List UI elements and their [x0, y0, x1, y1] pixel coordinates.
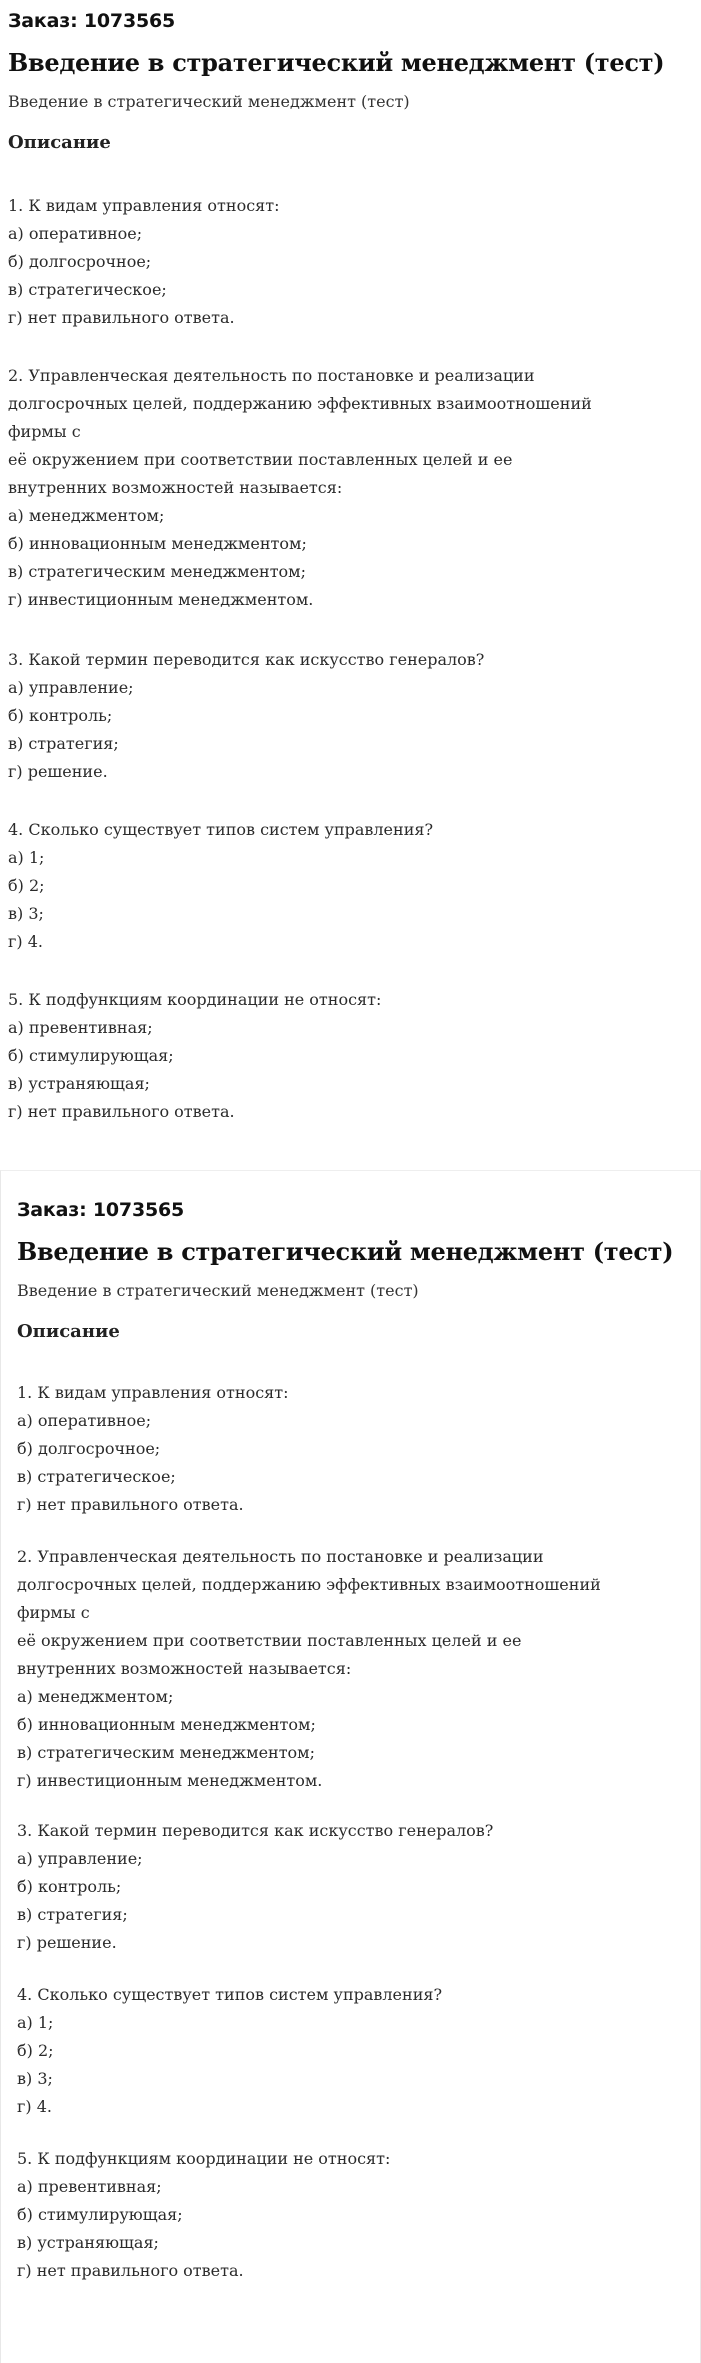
answer-option: б) долгосрочное;: [8, 252, 152, 271]
answer-option: а) управление;: [8, 678, 134, 697]
answer-option: б) стимулирующая;: [17, 2205, 183, 2224]
page-title: Введение в стратегический менеджмент (тест): [17, 1237, 674, 1266]
page-subtitle: Введение в стратегический менеджмент (тест): [17, 1281, 419, 1300]
answer-option: б) долгосрочное;: [17, 1439, 161, 1458]
question-text: 3. Какой термин переводится как искусство генералов?: [8, 650, 485, 669]
answer-option: а) 1;: [8, 848, 45, 867]
question-text: её окружением при соответствии поставленных целей и ее: [17, 1631, 522, 1650]
page-subtitle: Введение в стратегический менеджмент (тест): [8, 92, 410, 111]
answer-option: б) контроль;: [8, 706, 113, 725]
answer-option: г) 4.: [17, 2097, 52, 2116]
question-text: 5. К подфункциям координации не относят:: [17, 2149, 391, 2168]
answer-option: г) решение.: [17, 1933, 117, 1952]
question-1: [8, 192, 280, 332]
answer-option: в) стратегия;: [8, 734, 119, 753]
answer-option: в) стратегическое;: [8, 280, 167, 299]
answer-option: а) 1;: [17, 2013, 54, 2032]
question-2: [8, 362, 592, 614]
question-text: 4. Сколько существует типов систем управления?: [8, 820, 434, 839]
question-text: 2. Управленческая деятельность по постановке и реализации: [17, 1547, 544, 1566]
answer-option: в) устраняющая;: [17, 2233, 159, 2252]
answer-option: б) стимулирующая;: [8, 1046, 174, 1065]
question-5: [8, 986, 381, 1126]
question-text: 3. Какой термин переводится как искусство генералов?: [17, 1821, 494, 1840]
question-1: [17, 1379, 289, 1519]
description-heading: Описание: [8, 132, 111, 153]
answer-option: г) 4.: [8, 932, 43, 951]
answer-option: г) нет правильного ответа.: [8, 308, 235, 327]
question-text: долгосрочных целей, поддержанию эффективных взаимоотношений: [17, 1575, 601, 1594]
question-text: её окружением при соответствии поставленных целей и ее: [8, 450, 513, 469]
document-card-1: [0, 0, 701, 1170]
answer-option: в) стратегическим менеджментом;: [8, 562, 307, 581]
question-2: [17, 1543, 601, 1795]
question-text: фирмы с: [17, 1603, 90, 1622]
answer-option: в) стратегическим менеджментом;: [17, 1743, 316, 1762]
answer-option: б) 2;: [8, 876, 45, 895]
answer-option: б) контроль;: [17, 1877, 122, 1896]
answer-option: а) оперативное;: [8, 224, 143, 243]
order-label: Заказ: 1073565: [17, 1199, 185, 1221]
question-3: [8, 646, 484, 786]
question-text: 1. К видам управления относят:: [17, 1383, 289, 1402]
answer-option: а) превентивная;: [8, 1018, 153, 1037]
answer-option: в) 3;: [17, 2069, 53, 2088]
question-4: [17, 1981, 442, 2121]
question-text: внутренних возможностей называется:: [8, 478, 343, 497]
answer-option: г) решение.: [8, 762, 108, 781]
question-text: долгосрочных целей, поддержанию эффективных взаимоотношений: [8, 394, 592, 413]
question-text: 4. Сколько существует типов систем управления?: [17, 1985, 443, 2004]
answer-option: г) нет правильного ответа.: [17, 2261, 244, 2280]
answer-option: г) инвестиционным менеджментом.: [17, 1771, 323, 1790]
answer-option: а) менеджментом;: [17, 1687, 174, 1706]
answer-option: в) стратегия;: [17, 1905, 128, 1924]
answer-option: г) нет правильного ответа.: [8, 1102, 235, 1121]
answer-option: г) инвестиционным менеджментом.: [8, 590, 314, 609]
answer-option: б) инновационным менеджментом;: [17, 1715, 316, 1734]
answer-option: г) нет правильного ответа.: [17, 1495, 244, 1514]
question-3: [17, 1817, 493, 1957]
order-label: Заказ: 1073565: [8, 10, 176, 32]
answer-option: в) стратегическое;: [17, 1467, 176, 1486]
question-text: внутренних возможностей называется:: [17, 1659, 352, 1678]
answer-option: а) менеджментом;: [8, 506, 165, 525]
answer-option: в) устраняющая;: [8, 1074, 150, 1093]
question-text: 2. Управленческая деятельность по постановке и реализации: [8, 366, 535, 385]
answer-option: б) инновационным менеджментом;: [8, 534, 307, 553]
answer-option: а) превентивная;: [17, 2177, 162, 2196]
question-text: фирмы с: [8, 422, 81, 441]
answer-option: а) оперативное;: [17, 1411, 152, 1430]
question-4: [8, 816, 433, 956]
question-5: [17, 2145, 390, 2285]
answer-option: в) 3;: [8, 904, 44, 923]
answer-option: б) 2;: [17, 2041, 54, 2060]
description-heading: Описание: [17, 1321, 120, 1342]
document-card-2: [0, 1170, 701, 2363]
answer-option: а) управление;: [17, 1849, 143, 1868]
page-title: Введение в стратегический менеджмент (тест): [8, 48, 665, 77]
question-text: 1. К видам управления относят:: [8, 196, 280, 215]
question-text: 5. К подфункциям координации не относят:: [8, 990, 382, 1009]
